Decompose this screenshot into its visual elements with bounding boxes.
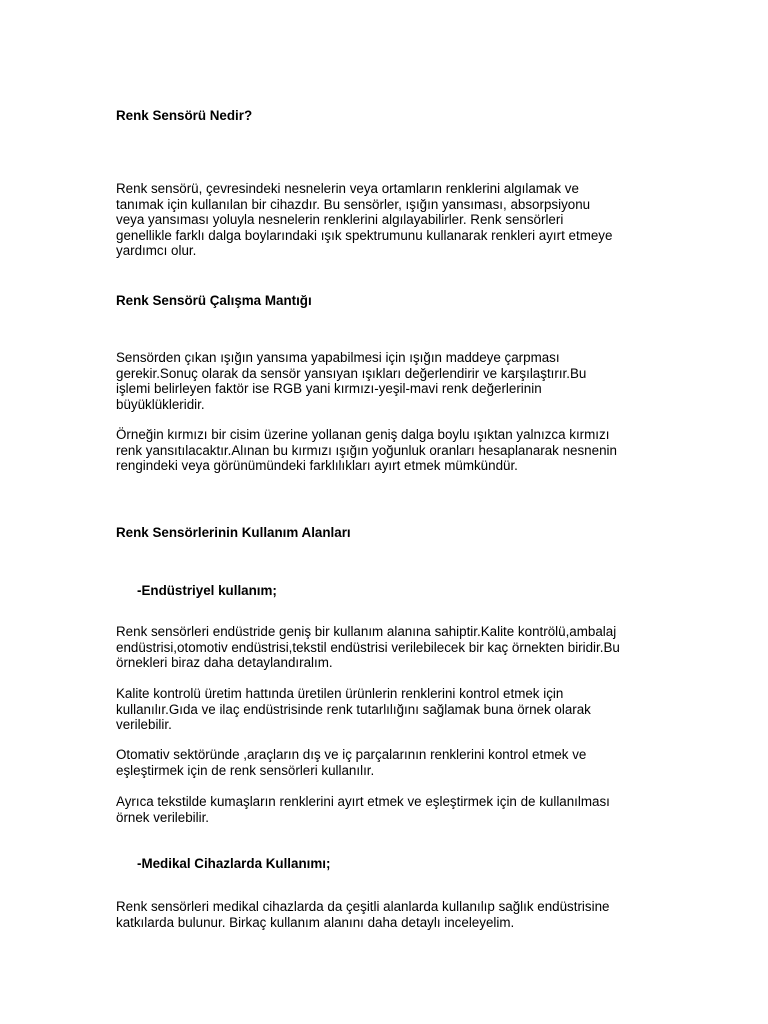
medical-paragraph-1: Renk sensörleri medikal cihazlarda da çeşitli alanlarda kullanılıp sağlık endüstrisine katkılarda bulunur. Birkaç kullanım alanını daha detaylı inceleyelim. xyxy=(116,899,610,930)
working-principle-paragraph-2: Örneğin kırmızı bir cisim üzerine yollanan geniş dalga boylu ışıktan yalnızca kırmızı renk yansıtılacaktır.Alınan bu kırmızı ışığın yoğunluk oranları hesaplanarak nesnenin rengindeki veya görünümündeki farklılıkları ayırt etmek mümkündür. xyxy=(116,427,617,473)
industrial-paragraph-2: Kalite kontrolü üretim hattında üretilen ürünlerin renklerini kontrol etmek için kullanılır.Gıda ve ilaç endüstrisinde renk tutarlılığını sağlamak buna örnek olarak verilebilir. xyxy=(116,686,591,732)
industrial-paragraph-4: Ayrıca tekstilde kumaşların renklerini ayırt etmek ve eşleştirmek için de kullanılması örnek verilebilir. xyxy=(116,794,610,825)
working-principle-paragraph-1: Sensörden çıkan ışığın yansıma yapabilmesi için ışığın maddeye çarpması gerekir.Sonuç olarak da sensör yansıyan ışıkları değerlendirir ve karşılaştırır.Bu işlemi belirleyen faktör ise RGB yani kırmızı-yeşil-mavi renk değerlerinin büyüklükleridir. xyxy=(116,350,587,412)
section-heading-working-principle: Renk Sensörü Çalışma Mantığı xyxy=(116,293,312,308)
industrial-paragraph-3: Otomativ sektöründe ,araçların dış ve iç parçalarının renklerini kontrol etmek ve eşleştirmek için de renk sensörleri kullanılır. xyxy=(116,747,587,778)
intro-paragraph: Renk sensörü, çevresindeki nesnelerin veya ortamların renklerini algılamak ve tanımak için kullanılan bir cihazdır. Bu sensörler, ışığın yansıması, absorpsiyonu veya yansıması yoluyla nesnelerin renklerini algılayabilirler. Renk sensörleri genellikle farklı dalga boylarındaki ışık spektrumunu kullanarak renkleri ayırt etmeye yardımcı olur. xyxy=(116,181,613,258)
section-heading-usage-areas: Renk Sensörlerinin Kullanım Alanları xyxy=(116,525,351,540)
page-title: Renk Sensörü Nedir? xyxy=(116,108,253,123)
subheading-industrial-use: -Endüstriyel kullanım; xyxy=(137,583,277,598)
industrial-paragraph-1: Renk sensörleri endüstride geniş bir kullanım alanına sahiptir.Kalite kontrölü,ambalaj endüstrisi,otomotiv endüstrisi,tekstil endüstrisi verilebilecek bir kaç örnekten biridir.Bu örnekleri biraz daha detaylandıralım. xyxy=(116,624,620,670)
subheading-medical-use: -Medikal Cihazlarda Kullanımı; xyxy=(137,856,331,871)
